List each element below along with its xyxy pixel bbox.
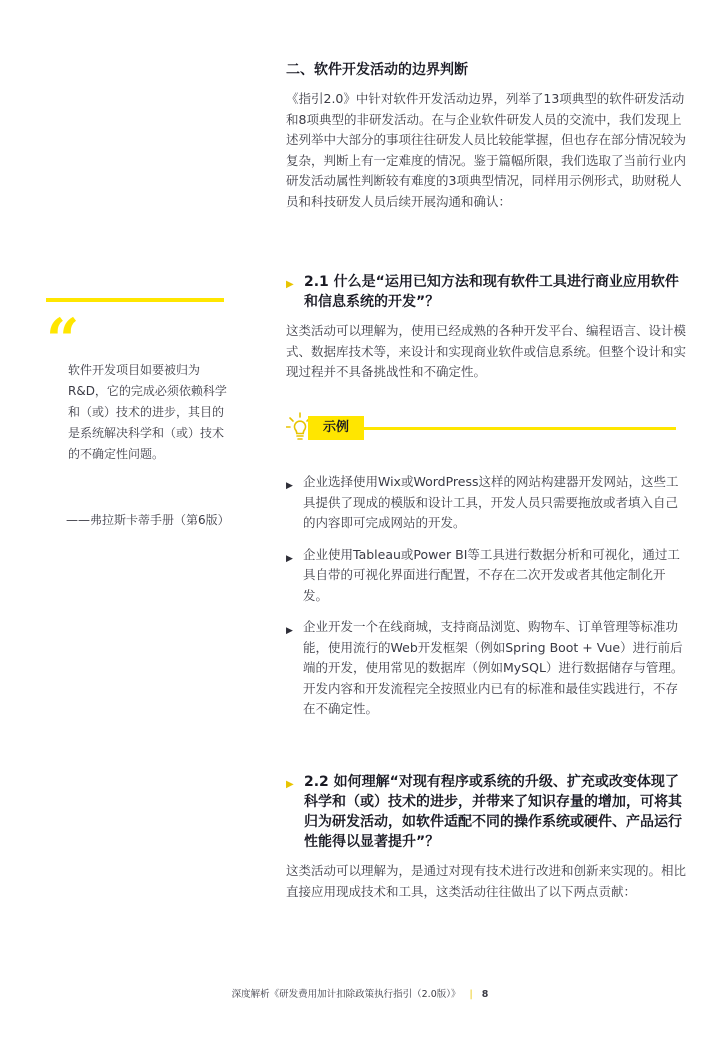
triangle-bullet-icon: ▶: [286, 779, 294, 790]
sidebar-quote: 软件开发项目如要被归为R&D，它的完成必须依赖科学和（或）技术的进步，其目的是系统解决科学和（或）技术的不确定性问题。: [68, 363, 227, 461]
sidebar-attribution: ——弗拉斯卡蒂手册（第6版）: [66, 513, 230, 527]
intro-paragraph: 《指引2.0》中针对软件开发活动边界，列举了13项典型的软件研发活动和8项典型的非研发活动。在与企业软件研发人员的交流中，我们发现上述列举中大部分的事项往往研发人员比较能掌握，但也存在部分情况较为复杂，判断上有一定难度的情况。鉴于篇幅所限，我们选取了当前行业内研发活动属性判断较有难度的3项典型情况，同样用示例形式，助财税人员和科技研发人员后续开展沟通和确认：: [286, 91, 687, 209]
list-item: [286, 617, 686, 720]
list-item-text: 企业开发一个在线商城，支持商品浏览、购物车、订单管理等标准功能，使用流行的Web开发框架（例如Spring Boot + Vue）进行前后端的开发，使用常见的数据库（例如MySQL）进行数据储存与管理。开发内容和开发流程完全按照业内已有的标准和最佳实践进行，不存在不确定性。: [303, 619, 684, 716]
footer-separator: |: [469, 989, 473, 1000]
bullet-icon: ▶: [286, 626, 293, 636]
list-item: [286, 545, 686, 607]
section-2-2-heading: [286, 772, 686, 852]
page-number: 8: [481, 989, 489, 1000]
footer-title: 深度解析《研发费用加计扣除政策执行指引（2.0版）》: [231, 989, 461, 1000]
section-2-2-body: 这类活动可以理解为，是通过对现有技术进行改进和创新来实现的。相比直接应用现成技术和工具，这类活动往往做出了以下两点贡献：: [286, 863, 687, 899]
section-2-1-heading: [286, 272, 686, 312]
example-divider: [316, 427, 676, 430]
bullet-icon: ▶: [286, 553, 293, 564]
example-label: 示例: [308, 416, 364, 440]
list-item: [286, 472, 686, 534]
triangle-bullet-icon: ▶: [286, 279, 294, 290]
list-item-text: 企业使用Tableau或Power BI等工具进行数据分析和可视化，通过工具自带的可视化界面进行配置，不存在二次开发或者其他定制化开发。: [303, 546, 680, 603]
page-footer: [0, 986, 720, 1000]
list-item-text: 企业选择使用Wix或WordPress这样的网站构建器开发网站，这些工具提供了现成的模版和设计工具，开发人员只需要拖放或者填入自己的内容即可完成网站的开发。: [303, 474, 679, 530]
bullet-icon: ▶: [286, 481, 293, 491]
sidebar-accent-bar: [46, 298, 224, 302]
section-title: 二、软件开发活动的边界判断: [286, 62, 468, 78]
section-2-2-heading-text: 2.2 如何理解“对现有程序或系统的升级、扩充或改变体现了科学和（或）技术的进步，并带来了知识存量的增加，可将其归为研发活动，如软件适配不同的操作系统或硬件、产品运行性能得以显著提升”？: [304, 774, 682, 850]
example-header: [286, 412, 678, 444]
quote-mark-icon: “: [46, 306, 80, 374]
section-2-1-heading-text: 2.1 什么是“运用已知方法和现有软件工具进行商业应用软件和信息系统的开发”？: [304, 274, 679, 310]
section-2-1-body: 这类活动可以理解为，使用已经成熟的各种开发平台、编程语言、设计模式、数据库技术等，来设计和实现商业软件或信息系统。但整个设计和实现过程并不具备挑战性和不确定性。: [286, 323, 687, 379]
example-list: [286, 472, 686, 731]
